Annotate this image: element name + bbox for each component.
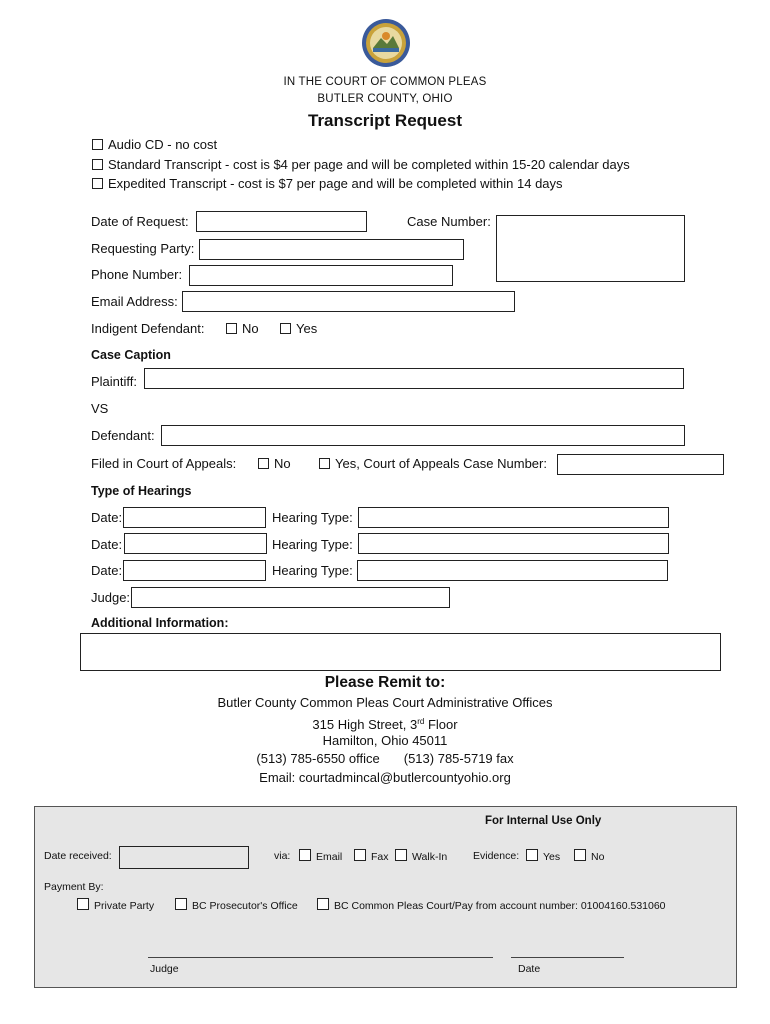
checkbox[interactable] <box>175 898 187 910</box>
checkbox[interactable] <box>226 323 237 334</box>
checkbox[interactable] <box>574 849 586 861</box>
option-label: Yes <box>296 321 318 336</box>
remit-city: Hamilton, Ohio 45011 <box>322 733 448 748</box>
remit-street-floor: Floor <box>424 717 458 732</box>
defendant-label: Defendant: <box>91 428 155 443</box>
appeals-case-number-field[interactable] <box>557 454 724 475</box>
filed-appeals-label: Filed in Court of Appeals: <box>91 456 237 471</box>
via-email-option[interactable] <box>299 849 342 863</box>
checkbox[interactable] <box>354 849 366 861</box>
option-expedited-transcript[interactable] <box>92 176 563 191</box>
appeals-yes-option[interactable] <box>319 456 547 471</box>
option-label: Standard Transcript - cost is $4 per page and will be completed within 15-20 calendar days <box>108 157 630 172</box>
option-label: Expedited Transcript - cost is $7 per page and will be completed within 14 days <box>108 176 563 191</box>
remit-street-text: 315 High Street, 3 <box>312 717 418 732</box>
judge-field[interactable] <box>131 587 450 608</box>
additional-information-label: Additional Information: <box>91 616 229 630</box>
date-signature-label: Date <box>518 963 541 975</box>
evidence-no-option[interactable] <box>574 849 604 863</box>
checkbox[interactable] <box>317 898 329 910</box>
indigent-yes-option[interactable] <box>280 321 317 336</box>
date-received-label: Date received: <box>44 850 112 862</box>
evidence-label: Evidence: <box>473 850 520 862</box>
case-caption-heading: Case Caption <box>91 348 171 362</box>
date-of-request-field[interactable] <box>196 211 367 232</box>
judge-signature-label: Judge <box>150 963 179 975</box>
option-label: Email <box>316 851 343 863</box>
case-number-field[interactable] <box>496 215 685 282</box>
option-label: BC Prosecutor's Office <box>192 900 298 912</box>
hearing-type-field-3[interactable] <box>357 560 668 581</box>
remit-office-phone: (513) 785-6550 office <box>256 751 380 766</box>
checkbox[interactable] <box>77 898 89 910</box>
plaintiff-label: Plaintiff: <box>91 374 138 389</box>
checkbox[interactable] <box>299 849 311 861</box>
hearing-date-label: Date: <box>91 510 123 525</box>
option-standard-transcript[interactable] <box>92 157 630 172</box>
date-received-field[interactable] <box>119 846 249 869</box>
remit-street-sup: rd <box>417 717 425 726</box>
hearing-date-label: Date: <box>91 537 123 552</box>
court-seal-icon <box>361 18 411 68</box>
payment-private-party-option[interactable] <box>77 898 154 912</box>
plaintiff-field[interactable] <box>144 368 684 389</box>
option-label: Yes <box>543 851 561 863</box>
case-number-label: Case Number: <box>407 214 491 229</box>
indigent-no-option[interactable] <box>226 321 259 336</box>
option-label: Private Party <box>94 900 155 912</box>
via-label: via: <box>274 850 291 862</box>
hearing-type-label: Hearing Type: <box>272 537 353 552</box>
checkbox[interactable] <box>258 458 269 469</box>
judge-label: Judge: <box>91 590 131 605</box>
payment-court-option[interactable] <box>317 898 666 912</box>
judge-signature-line <box>148 957 493 958</box>
indigent-defendant-label: Indigent Defendant: <box>91 321 205 336</box>
evidence-yes-option[interactable] <box>526 849 560 863</box>
via-fax-option[interactable] <box>354 849 389 863</box>
checkbox[interactable] <box>92 159 103 170</box>
date-signature-line <box>511 957 624 958</box>
hearing-date-field-2[interactable] <box>124 533 267 554</box>
hearing-type-label: Hearing Type: <box>272 563 353 578</box>
option-label: Yes, Court of Appeals Case Number: <box>335 456 547 471</box>
remit-phones <box>0 750 770 769</box>
hearing-type-field-1[interactable] <box>358 507 669 528</box>
hearing-date-label: Date: <box>91 563 123 578</box>
remit-office-name: Butler County Common Pleas Court Administrative Offices <box>217 695 553 710</box>
remit-email: Email: courtadmincal@butlercountyohio.org <box>259 770 511 785</box>
requesting-party-field[interactable] <box>199 239 464 260</box>
checkbox[interactable] <box>92 178 103 189</box>
checkbox[interactable] <box>526 849 538 861</box>
email-address-field[interactable] <box>182 291 515 312</box>
checkbox[interactable] <box>395 849 407 861</box>
payment-prosecutor-option[interactable] <box>175 898 298 912</box>
defendant-field[interactable] <box>161 425 685 446</box>
page-title: Transcript Request <box>308 111 462 130</box>
internal-use-panel <box>34 806 737 988</box>
court-name-line1: IN THE COURT OF COMMON PLEAS <box>283 76 487 88</box>
remit-fax: (513) 785-5719 fax <box>403 751 514 766</box>
checkbox[interactable] <box>280 323 291 334</box>
option-label: No <box>591 851 605 863</box>
email-address-label: Email Address: <box>91 294 178 309</box>
hearing-date-field-1[interactable] <box>123 507 266 528</box>
hearing-type-label: Hearing Type: <box>272 510 353 525</box>
checkbox[interactable] <box>92 139 103 150</box>
checkbox[interactable] <box>319 458 330 469</box>
type-of-hearings-heading: Type of Hearings <box>91 484 192 498</box>
vs-label: VS <box>91 401 109 416</box>
requesting-party-label: Requesting Party: <box>91 241 195 256</box>
additional-information-field[interactable] <box>80 633 721 671</box>
option-label: Walk-In <box>412 851 448 863</box>
remit-title: Please Remit to: <box>324 674 446 691</box>
via-walk-in-option[interactable] <box>395 849 447 863</box>
option-label: BC Common Pleas Court/Pay from account number: 01004160.531060 <box>334 900 666 912</box>
option-label: Fax <box>371 851 389 863</box>
option-label: No <box>274 456 291 471</box>
phone-number-field[interactable] <box>189 265 453 286</box>
appeals-no-option[interactable] <box>258 456 291 471</box>
hearing-type-field-2[interactable] <box>358 533 669 554</box>
internal-use-title: For Internal Use Only <box>485 815 602 827</box>
payment-by-label: Payment By: <box>44 881 104 893</box>
option-label: Audio CD - no cost <box>108 137 218 152</box>
option-audio-cd[interactable] <box>92 137 217 152</box>
option-label: No <box>242 321 259 336</box>
date-of-request-label: Date of Request: <box>91 214 189 229</box>
hearing-date-field-3[interactable] <box>123 560 266 581</box>
phone-number-label: Phone Number: <box>91 267 183 282</box>
court-name-line2: BUTLER COUNTY, OHIO <box>317 93 453 105</box>
